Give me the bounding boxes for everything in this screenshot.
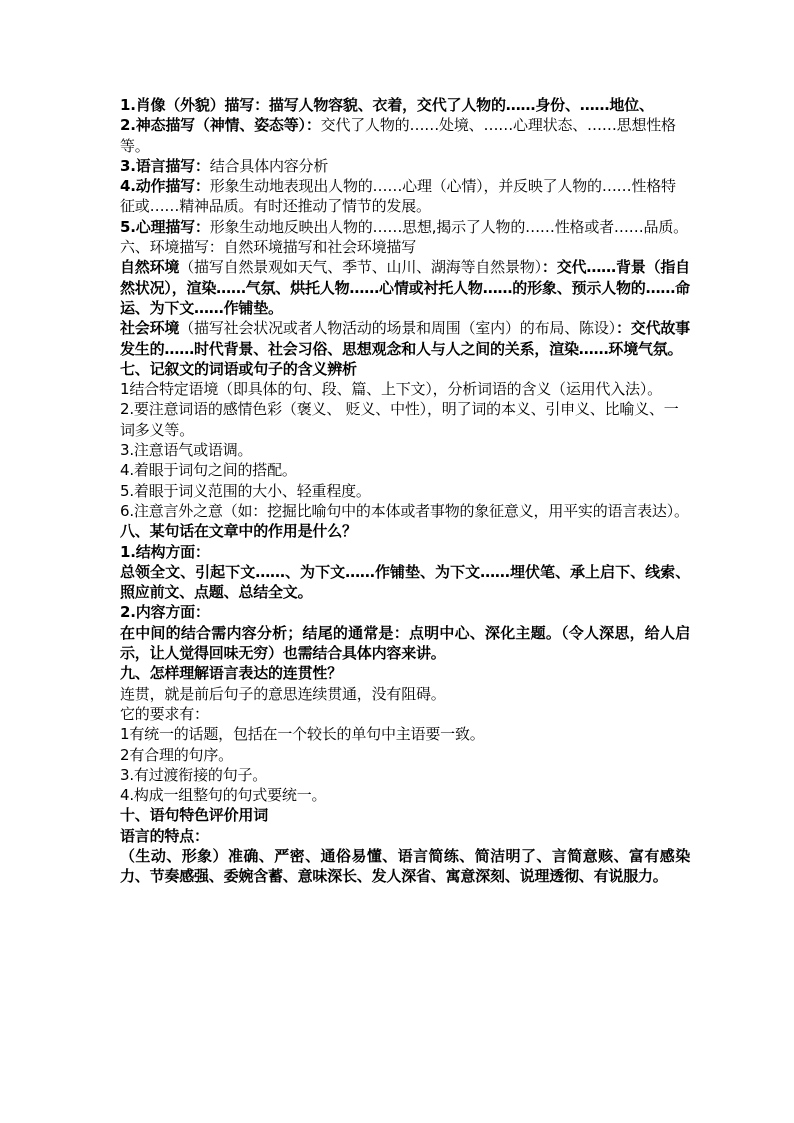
language-description-heading: 3.语言描写： <box>120 156 210 175</box>
language-features-label <box>120 826 690 846</box>
section-10-title: 十、语句特色评价用词 <box>120 806 269 825</box>
coherence-item-4 <box>120 785 690 805</box>
section-7-item-1-text: 1结合特定语境（即具体的句、段、篇、上下文），分析词语的含义（运用代入法）。 <box>120 380 662 399</box>
section-7-item-5-text: 5.着眼于词义范围的大小、轻重程度。 <box>120 481 371 500</box>
coherence-definition-text: 连贯，就是前后句子的意思连续贯通，没有阻碍。 <box>120 684 446 703</box>
expression-description-heading: 2.神态描写（神情、姿态等）： <box>120 116 321 135</box>
line-psychology-description <box>120 217 690 237</box>
coherence-item-4-text: 4.构成一组整句的句式要统一。 <box>120 786 327 805</box>
psychology-description-body: 形象生动地反映出人物的……思想,揭示了人物的……性格或者……品质。 <box>209 217 688 236</box>
language-description-body: 结合具体内容分析 <box>209 156 329 175</box>
section-7-item-4 <box>120 460 690 480</box>
social-environment-note: （描写社会状况或者人物活动的场景和周围（室内）的布局、陈设） <box>179 319 616 338</box>
section-7-item-2-text: 2.要注意词语的感情色彩（褒义、 贬义、中性），明了词的本义、引申义、比喻义、一词多义等。 <box>120 400 679 439</box>
coherence-requirements-label <box>120 704 690 724</box>
coherence-item-3 <box>120 765 690 785</box>
content-aspect-body <box>120 623 690 664</box>
section-7-item-2 <box>120 399 690 440</box>
section-7-item-4-text: 4.着眼于词句之间的搭配。 <box>120 461 297 480</box>
document-body <box>120 95 690 887</box>
psychology-description-heading: 5.心理描写： <box>120 217 210 236</box>
structure-aspect-text: 总领全文、引起下文……、为下文……作铺垫、为下文……埋伏笔、承上启下、线索、照应前文、点题、总结全文。 <box>120 562 690 602</box>
line-social-environment <box>120 318 690 359</box>
section-7-item-1 <box>120 379 690 399</box>
line-action-description <box>120 176 690 217</box>
section-7-item-6 <box>120 501 690 521</box>
social-environment-heading: 社会环境 <box>120 319 180 338</box>
section-7-title: 七、记叙文的词语或句子的含义辨析 <box>120 359 357 378</box>
content-aspect-heading <box>120 602 690 622</box>
section-10-heading <box>120 805 690 825</box>
natural-environment-body: ：交代……背景（指自然状况），渲染……气氛、烘托人物……心情或衬托人物……的形象、预示人物的……命运、为下文……作铺垫。 <box>120 258 690 317</box>
coherence-definition <box>120 684 690 704</box>
coherence-item-2 <box>120 745 690 765</box>
section-9-title: 九、怎样理解语言表达的连贯性？ <box>120 664 343 683</box>
structure-aspect-heading <box>120 542 690 562</box>
section-7-item-5 <box>120 481 690 501</box>
line-natural-environment <box>120 257 690 318</box>
content-aspect-text: 在中间的结合需内容分析；结尾的通常是：点明中心、深化主题。（令人深思，给人启示，让人觉得回味无穷）也需结合具体内容来讲。 <box>120 623 690 663</box>
language-features-title: 语言的特点： <box>120 826 209 845</box>
coherence-requirements-text: 它的要求有： <box>120 704 209 723</box>
structure-aspect-title: 1.结构方面： <box>120 542 210 561</box>
section-6-title: 六、环境描写：自然环境描写和社会环境描写 <box>120 238 417 257</box>
coherence-item-3-text: 3.有过渡衔接的句子。 <box>120 765 268 784</box>
natural-environment-heading: 自然环境 <box>120 258 180 277</box>
line-expression-description <box>120 115 690 156</box>
section-7-heading <box>120 359 690 379</box>
section-7-item-3-text: 3.注意语气或语调。 <box>120 441 253 460</box>
language-features-text: （生动、形象）准确、严密、通俗易懂、语言简练、简洁明了、言简意赅、富有感染力、节奏感强、委婉含蓄、意味深长、发人深省、寓意深刻、说理透彻、有说服力。 <box>120 846 690 886</box>
section-9-heading <box>120 663 690 683</box>
section-8-title: 八、某句话在文章中的作用是什么？ <box>120 522 357 541</box>
coherence-item-2-text: 2有合理的句序。 <box>120 745 233 764</box>
social-environment-body: ：交代故事发生的……时代背景、社会习俗、思想观念和人与人之间的关系，渲染……环境气氛。 <box>120 319 690 358</box>
portrait-description-text: 1.肖像（外貌）描写：描写人物容貌、衣着，交代了人物的……身份、……地位、 <box>120 96 654 114</box>
section-8-heading <box>120 521 690 541</box>
section-6-heading <box>120 237 690 257</box>
natural-environment-note: （描写自然景观如天气、季节、山川、湖海等自然景物） <box>179 258 542 277</box>
section-7-item-6-text: 6.注意言外之意（如：挖掘比喻句中的本体或者事物的象征意义，用平实的语言表达）。 <box>120 501 689 520</box>
coherence-item-1 <box>120 724 690 744</box>
line-language-description <box>120 156 690 176</box>
action-description-body: 形象生动地表现出人物的……心理（心情），并反映了人物的……性格特征或……精神品质。有时还推动了情节的发展。 <box>120 177 676 216</box>
line-portrait-description <box>120 95 690 115</box>
section-7-item-3 <box>120 440 690 460</box>
language-features-body <box>120 846 690 887</box>
coherence-item-1-text: 1有统一的话题，包括在一个较长的单句中主语要一致。 <box>120 725 485 744</box>
structure-aspect-body <box>120 562 690 603</box>
content-aspect-title: 2.内容方面： <box>120 603 210 622</box>
action-description-heading: 4.动作描写： <box>120 177 210 196</box>
expression-description-body: 交代了人物的……处境、……心理状态、……思想性格等。 <box>120 116 676 155</box>
